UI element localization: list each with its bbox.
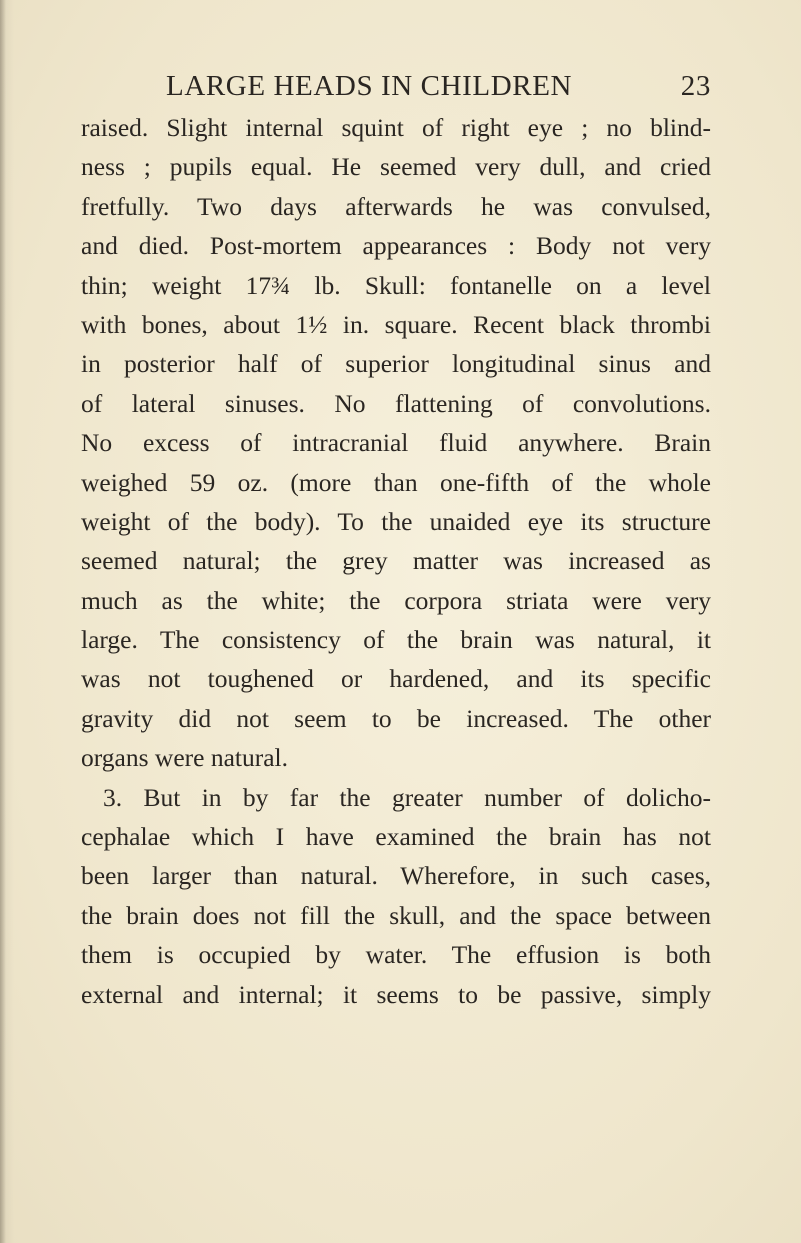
text-line: seemed natural; the grey matter was increased as [81, 546, 711, 576]
text-line: been larger than natural. Wherefore, in such cases, [81, 861, 711, 891]
text-line: No excess of intracranial fluid anywhere. Brain [81, 428, 711, 458]
text-line: the brain does not fill the skull, and the space between [81, 900, 711, 930]
text-line: and died. Post-mortem appearances : Body not very [81, 231, 711, 261]
text-line: external and internal; it seems to be passive, simply [81, 979, 711, 1009]
text-line: fretfully. Two days afterwards he was convulsed, [81, 191, 711, 221]
body-text [81, 108, 711, 1014]
text-line: them is occupied by water. The effusion is both [81, 940, 711, 970]
text-line: was not toughened or hardened, and its specific [81, 664, 711, 694]
text-line: ness ; pupils equal. He seemed very dull, and cried [81, 152, 711, 182]
text-line: large. The consistency of the brain was natural, it [81, 625, 711, 655]
text-line: in posterior half of superior longitudinal sinus and [81, 349, 711, 379]
text-line: gravity did not seem to be increased. The other [81, 703, 711, 733]
text-line: raised. Slight internal squint of right eye ; no blind- [81, 113, 711, 142]
text-line: cephalae which I have examined the brain has not [81, 822, 711, 852]
text-line-paragraph-start: 3. But in by far the greater number of dolicho- [103, 782, 711, 812]
running-title: LARGE HEADS IN CHILDREN [166, 70, 573, 102]
text-line: weighed 59 oz. (more than one-fifth of the whole [81, 467, 711, 497]
text-line: with bones, about 1½ in. square. Recent black thrombi [81, 309, 711, 339]
text-line: weight of the body). To the unaided eye its structure [81, 506, 711, 536]
text-line-paragraph-end: organs were natural. [81, 743, 288, 773]
text-line: much as the white; the corpora striata were very [81, 585, 711, 615]
page-number: 23 [680, 70, 711, 102]
text-line: thin; weight 17¾ lb. Skull: fontanelle on a level [81, 270, 711, 300]
text-line: of lateral sinuses. No flattening of convolutions. [81, 388, 711, 418]
running-head [166, 66, 711, 106]
